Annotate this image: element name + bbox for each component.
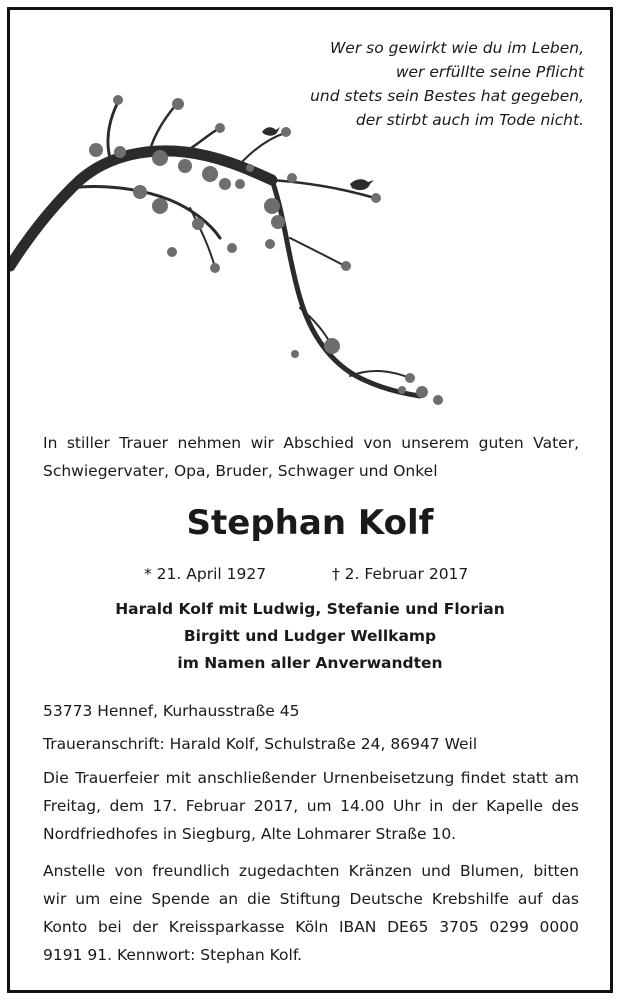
mourner-line: im Namen aller Anverwandten	[177, 654, 443, 672]
death-date: † 2. Februar 2017	[332, 565, 469, 583]
poem-line: Wer so gewirkt wie du im Leben,	[329, 39, 584, 57]
ceremony-line: Freitag, dem 17. Februar 2017, um 14.00 Uhr in der Kapelle des	[43, 797, 579, 815]
mourner-line: Harald Kolf mit Ludwig, Stefanie und Florian	[115, 600, 505, 618]
donation-notice	[43, 857, 579, 969]
donation-line: 9191 91. Kennwort: Stephan Kolf.	[43, 946, 303, 964]
donation-line: wir um eine Spende an die Stiftung Deutsche Krebshilfe auf das	[43, 890, 579, 908]
family-address: 53773 Hennef, Kurhausstraße 45	[43, 702, 300, 720]
intro-line: Schwiegervater, Opa, Bruder, Schwager und Onkel	[43, 462, 438, 480]
donation-line: Konto bei der Kreissparkasse Köln IBAN DE65 3705 0299 0000	[43, 918, 579, 936]
poem-line: wer erfüllte seine Pflicht	[395, 63, 584, 81]
ceremony-line: Die Trauerfeier mit anschließender Urnenbeisetzung findet statt am	[43, 769, 579, 787]
mourning-address: Traueranschrift: Harald Kolf, Schulstraße 24, 86947 Weil	[43, 735, 478, 753]
poem-line: der stirbt auch im Tode nicht.	[355, 111, 584, 129]
blossom-branch-icon	[10, 88, 450, 418]
ceremony-notice	[43, 764, 579, 848]
intro-text	[43, 429, 579, 485]
mourners-list	[0, 596, 620, 677]
intro-line: In stiller Trauer nehmen wir Abschied von unserem guten Vater,	[43, 434, 579, 452]
deceased-name: Stephan Kolf	[186, 503, 434, 543]
birth-date: * 21. April 1927	[144, 565, 267, 583]
mourner-line: Birgitt und Ludger Wellkamp	[183, 627, 437, 645]
poem-line: und stets sein Bestes hat gegeben,	[310, 87, 584, 105]
ceremony-line: Nordfriedhofes in Siegburg, Alte Lohmarer Straße 10.	[43, 825, 457, 843]
donation-line: Anstelle von freundlich zugedachten Kränzen und Blumen, bitten	[43, 862, 579, 880]
